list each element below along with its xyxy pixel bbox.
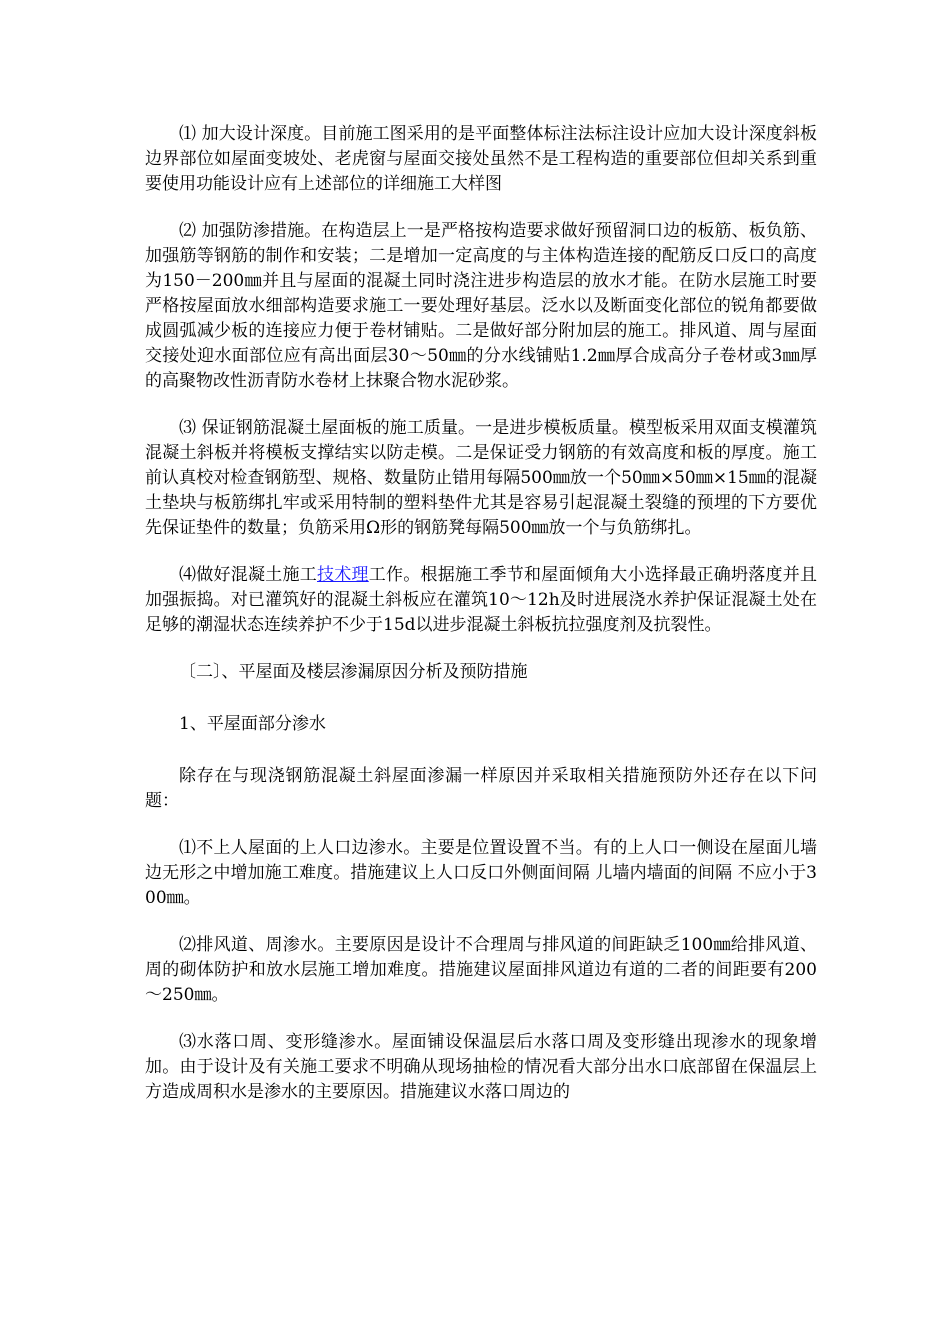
paragraph-anti-seepage: ⑵ 加强防渗措施。在构造层上一是严格按构造要求做好预留洞口边的板筋、板负筋、加强筋等钢筋的制作和安装；二是增加一定高度的与主体构造连接的配筋反口反口的高度为150－200㎜并且与屋面的混凝土同时浇注进步构造层的放水才能。在防水层施工时要严格按屋面放水细部构造要求施工一要处理好基层。泛水以及断面变化部位的锐角都要做成圆弧减少板的连接应力便于卷材铺贴。二是做好部分附加层的施工。排风道、周与屋面交接处迎水面部位应有高出面层30～50㎜的分水线铺贴1.2㎜厚合成高分子卷材或3㎜厚的高聚物改性沥青防水卷材上抹聚合物水泥砂浆。	[145, 221, 817, 391]
technology-link[interactable]: 技术理	[317, 565, 369, 585]
paragraph-slab-quality: ⑶ 保证钢筋混凝土屋面板的施工质量。一是进步模板质量。模型板采用双面支模灌筑混凝土斜板并将模板支撑结实以防走模。二是保证受力钢筋的有效高度和板的厚度。施工前认真校对检查钢筋型、规格、数量防止错用每隔500㎜放一个50㎜×50㎜×15㎜的混凝土垫块与板筋绑扎牢或采用特制的塑料垫件尤其是容易引起混凝土裂缝的预埋的下方要优先保证垫件的数量；负筋采用Ω形的钢筋凳每隔500㎜放一个与负筋绑扎。	[145, 418, 817, 538]
paragraph-roof-access: ⑴不上人屋面的上人口边渗水。主要是位置设置不当。有的上人口一侧设在屋面儿墙边无形之中增加施工难度。措施建议上人口反口外侧面间隔 儿墙内墙面的间隔 不应小于300㎜。	[145, 838, 817, 908]
paragraph-concrete-work	[145, 563, 817, 638]
document-body	[145, 122, 817, 1127]
subsection-heading: 1、平屋面部分渗水	[179, 714, 326, 734]
section-heading: 〔二〕、平屋面及楼层渗漏原因分析及预防措施	[179, 662, 528, 682]
paragraph-exhaust-duct: ⑵排风道、周渗水。主要原因是设计不合理周与排风道的间距缺乏100㎜给排风道、周的砌体防护和放水层施工增加难度。措施建议屋面排风道边有道的二者的间距要有200～250㎜。	[145, 935, 817, 1005]
paragraph-text-after-link: 工作。根据施工季节和屋面倾角大小选择最正确坍落度并且加强振捣。对已灌筑好的混凝土斜板应在灌筑10～12h及时进展浇水养护保证混凝土处在足够的潮湿状态连续养护不少于15d以进步混凝土斜板抗拉强度剂及抗裂性。	[145, 565, 817, 635]
paragraph-text-before-link: ⑷做好混凝土施工	[179, 565, 317, 585]
paragraph-design-depth: ⑴ 加大设计深度。目前施工图采用的是平面整体标注法标注设计应加大设计深度斜板边界部位如屋面变坡处、老虎窗与屋面交接处虽然不是工程构造的重要部位但却关系到重要使用功能设计应有上述部位的详细施工大样图	[145, 124, 817, 194]
paragraph-intro: 除存在与现浇钢筋混凝土斜屋面渗漏一样原因并采取相关措施预防外还存在以下问题：	[145, 766, 817, 811]
paragraph-drain-outlet: ⑶水落口周、变形缝渗水。屋面铺设保温层后水落口周及变形缝出现渗水的现象增加。由于设计及有关施工要求不明确从现场抽检的情况看大部分出水口底部留在保温层上方造成周积水是渗水的主要原因。措施建议水落口周边的	[145, 1032, 817, 1102]
